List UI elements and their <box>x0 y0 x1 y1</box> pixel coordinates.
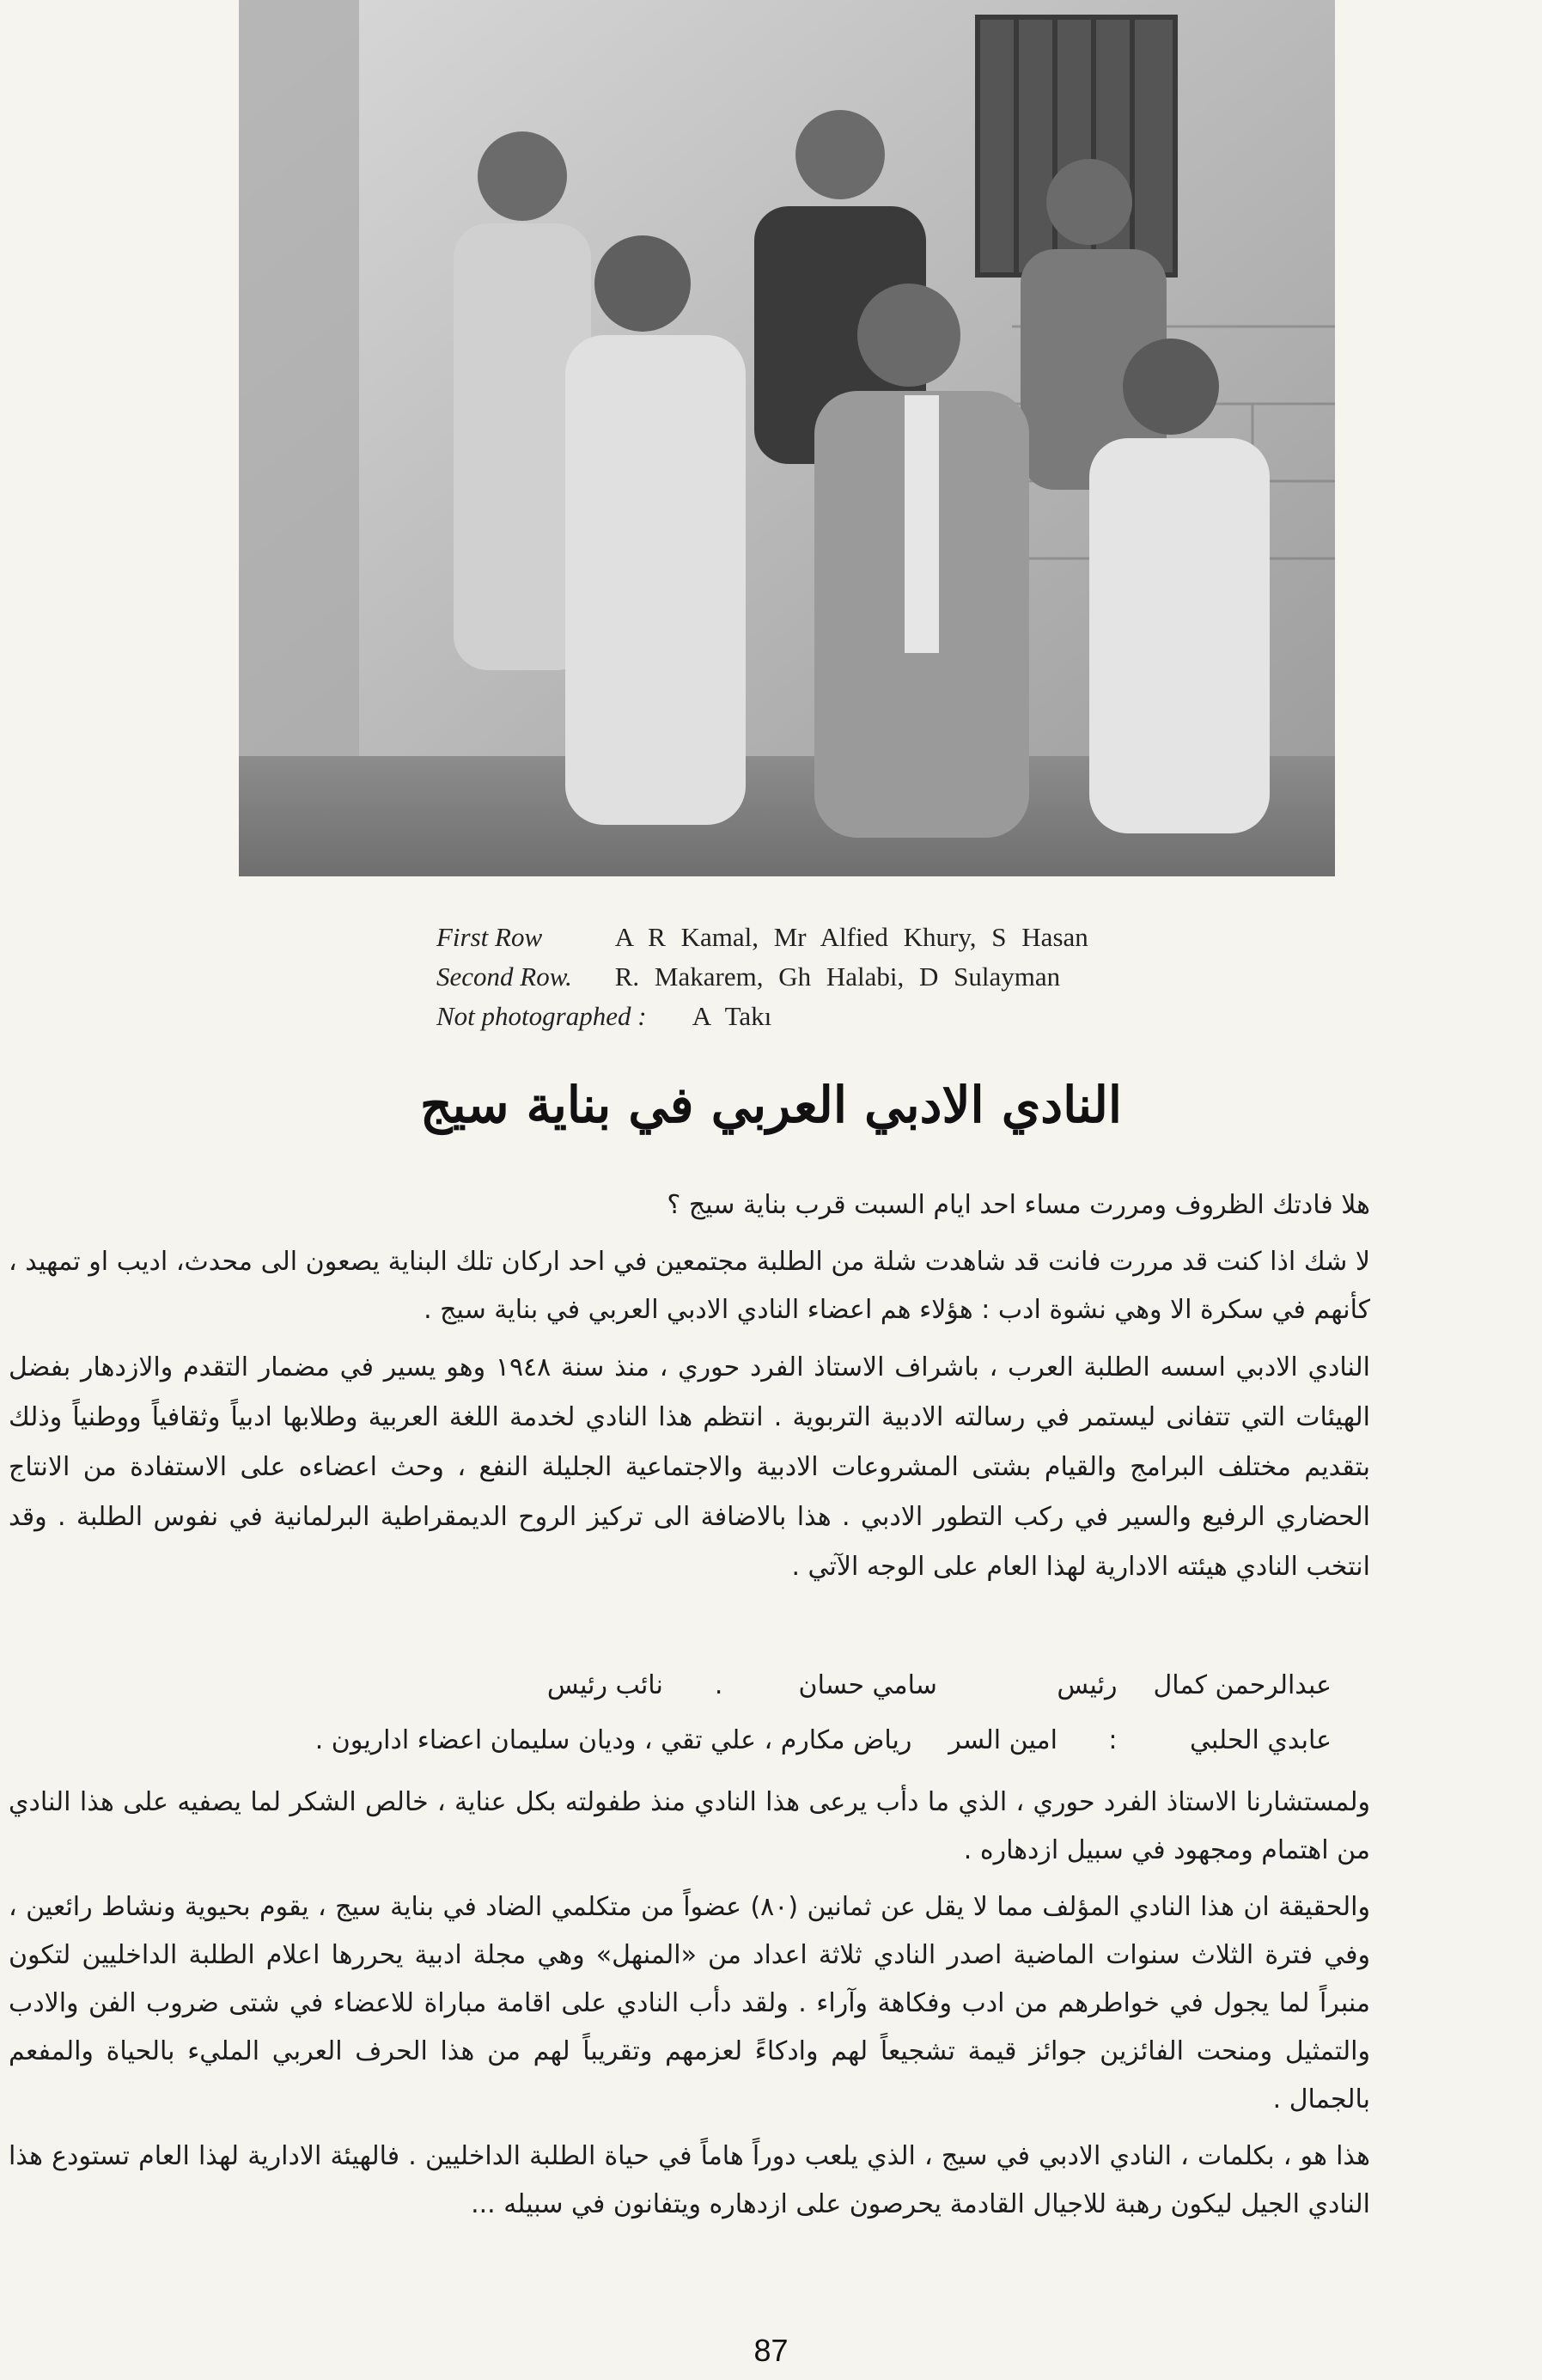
caption-first-row <box>436 918 1295 957</box>
second-row-names: R. Makarem, Gh Halabi, D Sulayman <box>614 961 1061 992</box>
paragraph-4: ولمستشارنا الاستاذ الفرد حوري ، الذي ما دأب يرعى هذا النادي منذ طفولته بكل عناية ، خالص الشكر لما يصفيه على هذا النادي من اهتمام ومجهود في سبيل ازدهاره . <box>9 1787 1370 1865</box>
paragraph-1: هلا فادتك الظروف ومررت مساء احد ايام السبت قرب بناية سيج ؟ <box>667 1190 1370 1220</box>
article-title: النادي الادبي العربي في بناية سيج <box>419 1076 1123 1134</box>
committee-row-1 <box>215 1658 1332 1713</box>
group-photo <box>239 0 1335 876</box>
paragraph-5: والحقيقة ان هذا النادي المؤلف مما لا يقل عن ثمانين (٨٠) عضواً من متكلمي الضاد في بناية سيج ، يقوم بحيوية ونشاط رائعين ، وفي فترة الثلاث سنوات الماضية اصدر النادي ثلاثة اعداد من «المنهل» وهي مجلة ادبية يحررها اعلام الطلبة الداخليين لتكون منبراً لما يجول في خواطرهم من ادب وفكاهة وآراء . ولقد دأب النادي على اقامة مباراة للاعضاء في شتى ضروب الفن والادب والتمثيل ومنحت الفائزين جوائز قيمة تشجيعاً لهم وادكاءً لعزمهم وتقريباً لهم من هذا الحرف العربي المليء بالحياة والمفعم بالجمال . <box>9 1892 1370 2115</box>
committee-name: عبدالرحمن كمال <box>1153 1670 1332 1700</box>
first-row-names: A R Kamal, Mr Alfied Khury, S Hasan <box>614 922 1088 952</box>
photo-caption <box>436 918 1295 1036</box>
committee-role: امين السر <box>948 1725 1057 1755</box>
page-number: 87 <box>753 2333 789 2368</box>
not-photographed-names: A Takı <box>692 1001 772 1031</box>
caption-second-row <box>436 957 1295 997</box>
article-body-2 <box>9 1779 1370 2229</box>
second-row-label: Second Row. <box>436 961 572 992</box>
not-photographed-label: Not photographed : <box>436 1001 647 1031</box>
committee-role: رئيس <box>1057 1670 1118 1700</box>
committee-name: عابدي الحلبي <box>1190 1725 1332 1755</box>
paragraph-2: لا شك اذا كنت قد مررت فانت قد شاهدت شلة من الطلبة مجتمعين في احد اركان تلك البناية يصعون الى محدث، اديب او تمهيد ، كأنهم في سكرة الا وهي نشوة ادب : هؤلاء هم اعضاء النادي الادبي العربي في بناية سيج . <box>9 1247 1370 1325</box>
committee-separator: . <box>714 1670 723 1700</box>
committee-members: رياض مكارم ، علي تقي ، وديان سليمان اعضاء اداريون . <box>314 1725 912 1755</box>
committee-name: سامي حسان <box>798 1670 937 1700</box>
committee-separator: : <box>1108 1725 1118 1755</box>
first-row-label: First Row <box>436 922 543 952</box>
committee-row-2 <box>215 1713 1332 1768</box>
paragraph-3: النادي الادبي اسسه الطلبة العرب ، باشراف الاستاذ الفرد حوري ، منذ سنة ١٩٤٨ وهو يسير في مضمار التقدم والازدهار بفضل الهيئات التي تتفانى ليستمر في رسالته الادبية التربوية . انتظم هذا النادي لخدمة اللغة العربية وطلابها ادبياً وثقافياً ووطنياً وذلك بتقديم مختلف البرامج والقيام بشتى المشروعات الادبية والاجتماعية الجليلة النفع ، وحث اعضاءه على الاستفادة من الانتاج الحضاري الرفيع والسير في ركب التطور الادبي . هذا بالاضافة الى تركيز الروح الديمقراطية البرلمانية في نفوس الطلبة . وقد انتخب النادي هيئته الادارية لهذا العام على الوجه الآتي . <box>9 1352 1370 1582</box>
article-body-1 <box>9 1181 1370 1592</box>
committee-list <box>215 1658 1332 1768</box>
caption-not-photographed <box>436 997 1295 1036</box>
committee-role: نائب رئيس <box>546 1670 663 1700</box>
paragraph-6: هذا هو ، بكلمات ، النادي الادبي في سيج ، الذي يلعب دوراً هاماً في حياة الطلبة الداخليين . فالهيئة الادارية لهذا العام تستودع هذا النادي الجيل ليكون رهبة للاجيال القادمة يحرصون على ازدهاره ويتفانون في سبيله ... <box>9 2141 1370 2219</box>
